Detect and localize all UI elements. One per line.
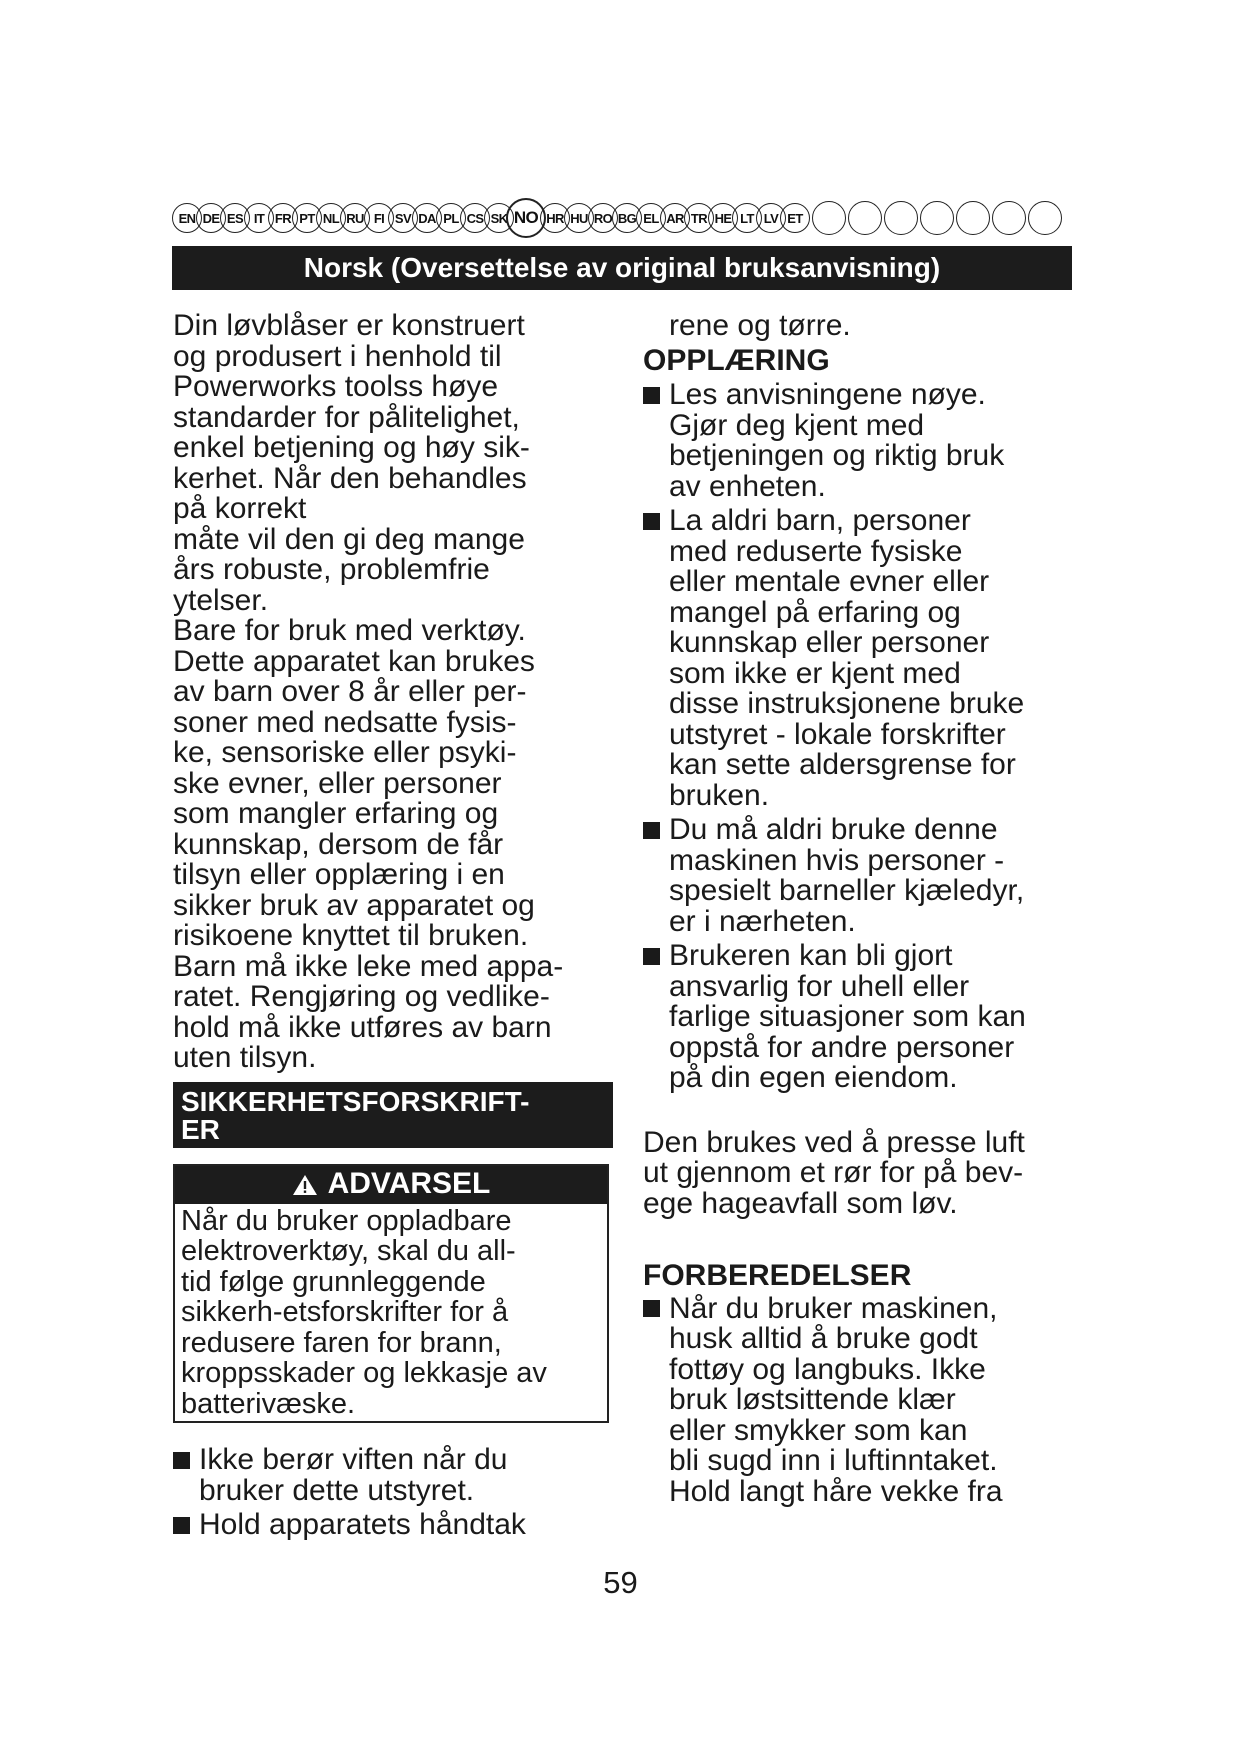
bullet-square-icon: [643, 1294, 669, 1324]
list-item-text: Les anvisningene nøye. Gjør deg kjent med betjeningen og riktig bruk av enheten.: [669, 378, 1005, 503]
empty-language-circle: [1028, 201, 1062, 235]
language-option-da: DA: [412, 203, 442, 233]
language-option-pl: PL: [436, 203, 466, 233]
language-option-ar: AR: [660, 203, 690, 233]
language-option-lv: LV: [756, 203, 786, 233]
warning-text: Når du bruker oppladbare elektroverktøy, skal du all- tid følge grunnleggende sikkerh-etsforskrifter for å redusere faren for brann, kroppsskader og lekkasje av batterivæske.: [181, 1204, 547, 1420]
preparation-heading: FORBEREDELSER: [643, 1259, 912, 1292]
language-selector-strip: [172, 201, 1072, 235]
empty-language-circle: [848, 201, 882, 235]
list-item: [643, 1291, 1083, 1508]
training-heading: OPPLÆRING: [643, 343, 830, 377]
language-option-es: ES: [220, 203, 250, 233]
language-option-sv: SV: [388, 203, 418, 233]
tool-use-paragraph: Bare for bruk med verktøy. Dette apparatet kan brukes av barn over 8 år eller per- soner med nedsatte fysis- ke, sensoriske eller psyki- ske evner, eller personer som mangler erfaring og kunnskap, dersom de får tilsyn eller opplæring i en sikker bruk av apparatet og risikoene knyttet til bruken. Barn må ikke leke med appa- ratet. Rengjøring og vedlike- hold må ikke utføres av barn uten tilsyn.: [173, 614, 564, 1074]
language-option-hu: HU: [564, 203, 594, 233]
language-option-ru: RU: [340, 203, 370, 233]
empty-language-circle: [920, 201, 954, 235]
right-column: [643, 311, 1083, 1507]
list-item: [173, 1510, 613, 1541]
language-option-en: EN: [172, 203, 202, 233]
language-option-de: DE: [196, 203, 226, 233]
continuation-text: rene og tørre.: [669, 309, 851, 342]
list-item: [643, 941, 1083, 1094]
empty-language-circle: [992, 201, 1026, 235]
language-option-tr: TR: [684, 203, 714, 233]
language-option-it: IT: [244, 203, 274, 233]
language-option-fr: FR: [268, 203, 298, 233]
language-option-el: EL: [636, 203, 666, 233]
bullet-square-icon: [173, 1510, 199, 1540]
language-option-no: NO: [506, 198, 546, 238]
empty-language-circle: [812, 201, 846, 235]
section-title-bar: [172, 246, 1072, 290]
list-item-text: Ikke berør viften når du bruker dette utstyret.: [199, 1443, 508, 1507]
left-column: [173, 311, 613, 1541]
warning-box: [173, 1164, 609, 1424]
bullet-square-icon: [643, 380, 669, 410]
language-option-nl: NL: [316, 203, 346, 233]
empty-language-circle: [956, 201, 990, 235]
list-item-text: Du må aldri bruke denne maskinen hvis personer - spesielt barneller kjæledyr, er i nærheten.: [669, 813, 1025, 938]
bullet-square-icon: [643, 941, 669, 971]
language-option-ro: RO: [588, 203, 618, 233]
list-item-text: La aldri barn, personer med reduserte fysiske eller mentale evner eller mangel på erfaring og kunnskap eller personer som ikke er kjent med disse instruksjonene bruke utstyret - lokale forskrifter kan sette aldersgrense for bruken.: [669, 504, 1025, 812]
language-option-cs: CS: [460, 203, 490, 233]
safety-heading: SIKKERHETSFORSKRIFT- ER: [173, 1082, 613, 1148]
language-option-lt: LT: [732, 203, 762, 233]
bullet-square-icon: [643, 815, 669, 845]
language-option-et: ET: [780, 203, 810, 233]
warning-header: [175, 1166, 607, 1204]
warning-triangle-icon: [292, 1174, 318, 1196]
list-item: [643, 380, 1083, 502]
language-option-hr: HR: [540, 203, 570, 233]
empty-language-circle: [884, 201, 918, 235]
warning-label: ADVARSEL: [327, 1167, 491, 1201]
usage-paragraph: Den brukes ved å presse luft ut gjennom et rør for på bev- ege hageavfall som løv.: [643, 1125, 1025, 1220]
list-item: [643, 815, 1083, 937]
bullet-square-icon: [643, 506, 669, 536]
list-item-text: Hold apparatets håndtak: [199, 1508, 526, 1541]
list-item: [643, 506, 1083, 811]
language-option-sk: SK: [484, 203, 514, 233]
language-option-he: HE: [708, 203, 738, 233]
bullet-square-icon: [173, 1445, 199, 1475]
language-option-fi: FI: [364, 203, 394, 233]
list-item-text: Når du bruker maskinen, husk alltid å bruke godt fottøy og langbuks. Ikke bruk løstsittende klær eller smykker som kan bli sugd inn i luftinntaket. Hold langt håre vekke fra: [669, 1291, 1003, 1508]
language-option-pt: PT: [292, 203, 322, 233]
list-item: [173, 1445, 613, 1506]
list-item-text: Brukeren kan bli gjort ansvarlig for uhell eller farlige situasjoner som kan oppstå for andre personer på din egen eiendom.: [669, 939, 1026, 1094]
page-number: 59: [603, 1565, 638, 1600]
language-option-bg: BG: [612, 203, 642, 233]
intro-paragraph: Din løvblåser er konstruert og produsert i henhold til Powerworks toolss høye standarder for pålitelighet, enkel betjening og høy sik- kerhet. Når den behandles på korrekt måte vil den gi deg mange års robuste, problemfrie ytelser.: [173, 309, 530, 617]
page-title: Norsk (Oversettelse av original bruksanvisning): [303, 252, 941, 283]
